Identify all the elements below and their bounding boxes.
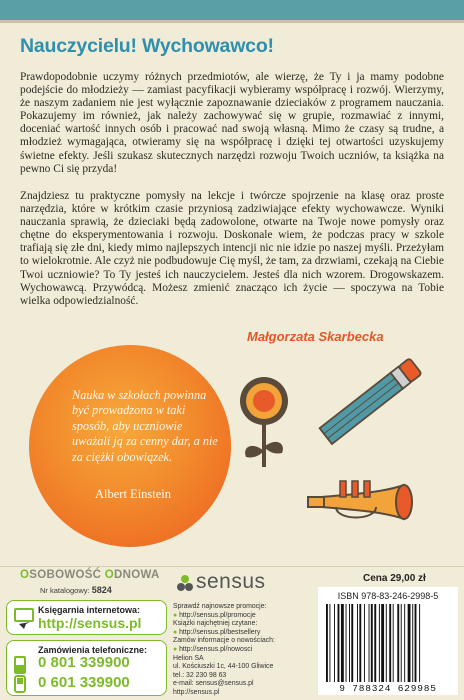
promo-line: Sprawdź najnowsze promocje:: [173, 603, 267, 610]
catalog-value: 5824: [91, 585, 112, 595]
sensus-logo-icon: [176, 574, 194, 594]
main-paragraph: Znajdziesz tu praktyczne pomysły na lekcje i twórcze spojrzenie na klasę oraz proste narzędzia, które w krótkim czasie przyniosą zadziwiające efekty wychowawcze. Wyniki nauczania sprawią, że dzieciaki będą zadowolone, otwarte na Twoje nowe pomysły oraz chętne do eksperymentowania i rozwoju. Doskonale wiem, że podczas pracy w szkole trafiają się złe dni, kiedy mimo najlepszych intencji nic nie idzie po naszej myśli. Przeżyłam to wielokrotnie. Ale czyż nie podbudowuje Cię myśl, że tam, za drzwiami, czekają na Ciebie Twoi uczniowie? To Ty jesteś ich nauczycielem. Jesteś dla nich wzorem. Drogowskazem. Wychowawcą. Przywódcą. Możesz zmienić znacząco ich życie — spoczywa na Tobie wielka odpowiedzialność.: [20, 190, 444, 307]
barcode-bar: [419, 604, 420, 682]
school-illustration: [232, 355, 452, 530]
barcode-bar: [374, 604, 376, 682]
phone-number-landline[interactable]: 0 801 339900: [38, 654, 130, 671]
trumpet-icon: [308, 481, 412, 519]
barcode-bar: [341, 604, 344, 682]
barcode-bar: [351, 604, 353, 682]
barcode-digits: 9 788324 629985: [339, 683, 437, 694]
barcode-bar: [338, 604, 340, 682]
promo-link[interactable]: ● http://sensus.pl/nowosci: [173, 645, 253, 653]
barcode-bar: [334, 604, 335, 682]
barcode-bar: [346, 604, 347, 682]
barcode-bar: [404, 604, 405, 682]
intro-paragraph: Prawdopodobnie uczymy różnych przedmiotów, ale wierzę, że Ty i ja mamy podobne podejście do młodzieży — zamiast pacyfikacji wybieramy współpracę i rozwój. Wierzymy, że naszym zadaniem nie jest wyłącznie zapoznawanie dzieciaków z programem nauczania. Pokazujemy im również, jak należy zachowywać się w grupie, rozmawiać z innymi, doceniać wartość innych osób i pracować nad swoją własną. Mimo że czasy są trudne, a młodzież wymagająca, otwieramy się na współpracę i dzięki tej otwartości uzyskujemy świetne efekty. Jeśli szukasz skutecznych narzędzi rozwoju Twoich uczniów, ta książka na pewno Ci się przyda!: [20, 71, 444, 175]
barcode-icon: [324, 604, 452, 682]
pencil-icon: [320, 358, 422, 444]
footer-divider: [0, 566, 464, 567]
barcode-bar: [389, 604, 391, 682]
publisher-name: Helion SA: [173, 655, 204, 662]
barcode-bar: [381, 604, 384, 682]
quote-author: Albert Einstein: [95, 487, 172, 501]
barcode-bar: [371, 604, 373, 682]
phone-icon: [13, 655, 27, 675]
barcode-bar: [397, 604, 399, 682]
barcode-bar: [401, 604, 402, 682]
barcode-bar: [364, 604, 365, 682]
price-label: Cena 29,00 zł: [363, 573, 426, 584]
promo-line: Książki najchętniej czytane:: [173, 620, 258, 627]
series-logo-word: DNOWA: [114, 569, 160, 581]
promo-link[interactable]: ● http://sensus.pl/promocje: [173, 611, 256, 619]
cart-icon: [13, 606, 35, 630]
barcode-bar: [326, 604, 328, 682]
quote-text: Nauka w szkołach powinna być prowadzona w taki sposób, aby uczniowie uważali ją za cenny dar, a nie za ciężki obowiązek.: [72, 388, 218, 464]
series-logo-letter: O: [104, 569, 115, 581]
publisher-phone: tel.: 32 230 98 63: [173, 671, 227, 679]
online-shop-box[interactable]: [6, 600, 167, 635]
barcode-bar: [349, 604, 350, 682]
barcode-bar: [329, 604, 330, 682]
promo-link[interactable]: ● http://sensus.pl/bestsellery: [173, 628, 261, 636]
series-logo-word: SOBOWOŚĆ: [29, 569, 102, 581]
phone-order-box: [6, 640, 167, 696]
isbn-label: ISBN 978-83-246-2998-5: [337, 591, 439, 601]
promo-line: Zamów informacje o nowościach:: [173, 637, 275, 644]
flower-icon: [240, 377, 288, 467]
publisher-address: ul. Kościuszki 1c, 44-100 Gliwice: [173, 663, 274, 671]
promo-list: [173, 603, 313, 654]
top-color-bar: [0, 0, 464, 20]
page-heading: Nauczycielu! Wychowawco!: [20, 35, 274, 57]
top-bar-shadow: [0, 20, 464, 23]
online-shop-link[interactable]: http://sensus.pl: [38, 615, 142, 631]
publisher-website[interactable]: http://sensus.pl: [173, 688, 220, 696]
series-logo-letter: O: [20, 569, 30, 581]
catalog-label: Nr katalogowy:: [40, 586, 90, 595]
mobile-phone-icon: [12, 675, 28, 693]
barcode-bar: [357, 604, 358, 682]
barcode-bar: [408, 604, 411, 682]
barcode-bar: [386, 604, 387, 682]
barcode-bar: [415, 604, 417, 682]
barcode-bar: [379, 604, 380, 682]
catalog-number: [40, 585, 112, 595]
author-signature: Małgorzata Skarbecka: [247, 329, 384, 344]
phone-number-mobile[interactable]: 0 601 339900: [38, 674, 130, 691]
phone-order-label: Zamówienia telefoniczne:: [38, 645, 148, 655]
online-shop-label: Księgarnia internetowa:: [38, 605, 141, 615]
barcode-bar: [412, 604, 413, 682]
series-logo: [20, 569, 160, 581]
barcode-bar: [393, 604, 394, 682]
barcode-bar: [369, 604, 370, 682]
publisher-email[interactable]: e-mail: sensus@sensus.pl: [173, 680, 254, 688]
publisher-info: [173, 655, 313, 697]
barcode-bar: [359, 604, 361, 682]
sensus-logo-text: sensus: [196, 570, 266, 593]
